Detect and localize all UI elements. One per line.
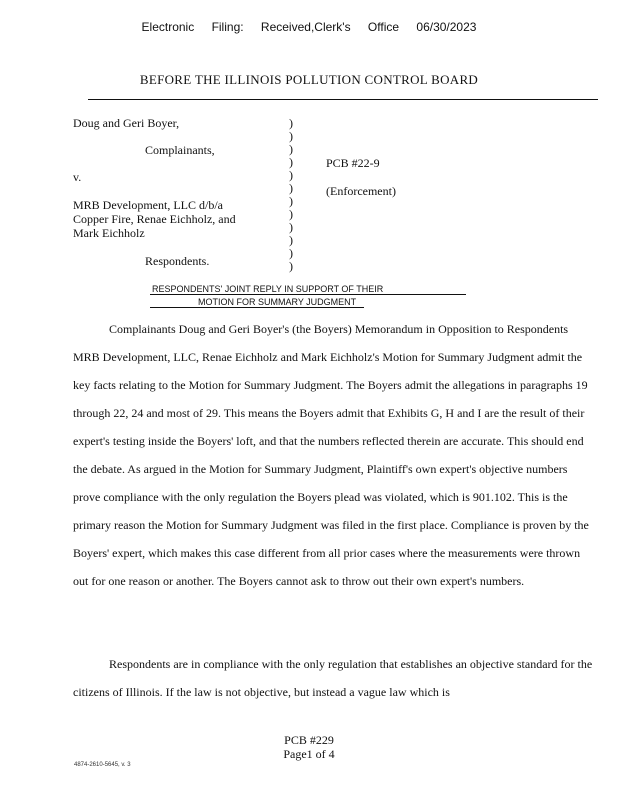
body-paragraph-2: Respondents are in compliance with the only regulation that establishes an objective standard for the citizens of Illinois. If the law is not objective, but instead a vague law which is <box>73 657 593 699</box>
caption-paren: ) <box>289 168 293 182</box>
case-number: PCB #22-9 <box>326 156 380 170</box>
section-heading-line1: RESPONDENTS' JOINT REPLY IN SUPPORT OF THEIR <box>152 284 384 294</box>
caption-paren: ) <box>289 116 293 130</box>
complainants-names: Doug and Geri Boyer, <box>73 116 180 130</box>
board-title: BEFORE THE ILLINOIS POLLUTION CONTROL BOARD <box>139 72 479 87</box>
caption-paren: ) <box>289 220 293 234</box>
respondents-line2: Copper Fire, Renae Eichholz, and <box>73 212 236 226</box>
case-type: (Enforcement) <box>326 184 396 198</box>
caption-paren: ) <box>289 142 293 156</box>
respondents-label: Respondents. <box>145 254 210 268</box>
body-paragraph-1: Complainants Doug and Geri Boyer's (the Boyers) Memorandum in Opposition to Respondents MRB Development, LLC, Renae Eichholz and Mark Eichholz's Motion for Summary Judgment admit the key facts relating to the Motion for Summary Judgment. The Boyers admit the allegations in paragraphs 19 through 22, 24 and most of 29. This means the Boyers admit that Exhibits G, H and I are the result of their expert's testing inside the Boyers' loft, and that the numbers reflected therein are accurate. This should end the debate. As argued in the Motion for Summary Judgment, Plaintiff's own expert's objective numbers prove compliance with the only regulation the Boyers plead was violated, which is 901.102. This is the primary reason the Motion for Summary Judgment was filed in the first place. Compliance is proven by the Boyers' expert, which makes this case different from all prior cases where the measurements were thrown out for one reason or another. The Boyers cannot ask to throw out their own expert's numbers. <box>73 322 589 588</box>
footer-case-number: PCB #229 <box>284 733 334 747</box>
caption-paren: ) <box>289 246 293 260</box>
title-rule <box>88 99 598 100</box>
filing-electronic: Electronic <box>141 20 195 34</box>
complainants-label: Complainants, <box>145 143 215 157</box>
section-heading-line2: MOTION FOR SUMMARY JUDGMENT <box>198 297 357 307</box>
document-id: 4874-2610-5645, v. 3 <box>74 762 131 768</box>
caption-paren: ) <box>289 194 293 208</box>
footer-page-number: Page1 of 4 <box>283 747 335 761</box>
caption-paren: ) <box>289 233 293 247</box>
filing-label: Filing: <box>211 20 244 34</box>
heading-underline <box>150 307 364 308</box>
caption-paren: ) <box>289 181 293 195</box>
versus: v. <box>73 170 82 184</box>
filing-office: Office <box>367 20 400 34</box>
page-footer <box>0 733 618 761</box>
caption-paren: ) <box>289 155 293 169</box>
filing-header <box>0 20 618 34</box>
filing-received: Received,Clerk's <box>260 20 351 34</box>
caption-paren: ) <box>289 207 293 221</box>
respondents-line3: Mark Eichholz <box>73 226 145 240</box>
caption-paren: ) <box>289 129 293 143</box>
caption-paren: ) <box>289 259 293 273</box>
filing-date: 06/30/2023 <box>416 20 477 34</box>
respondents-line1: MRB Development, LLC d/b/a <box>73 198 223 212</box>
heading-underline <box>150 294 466 295</box>
